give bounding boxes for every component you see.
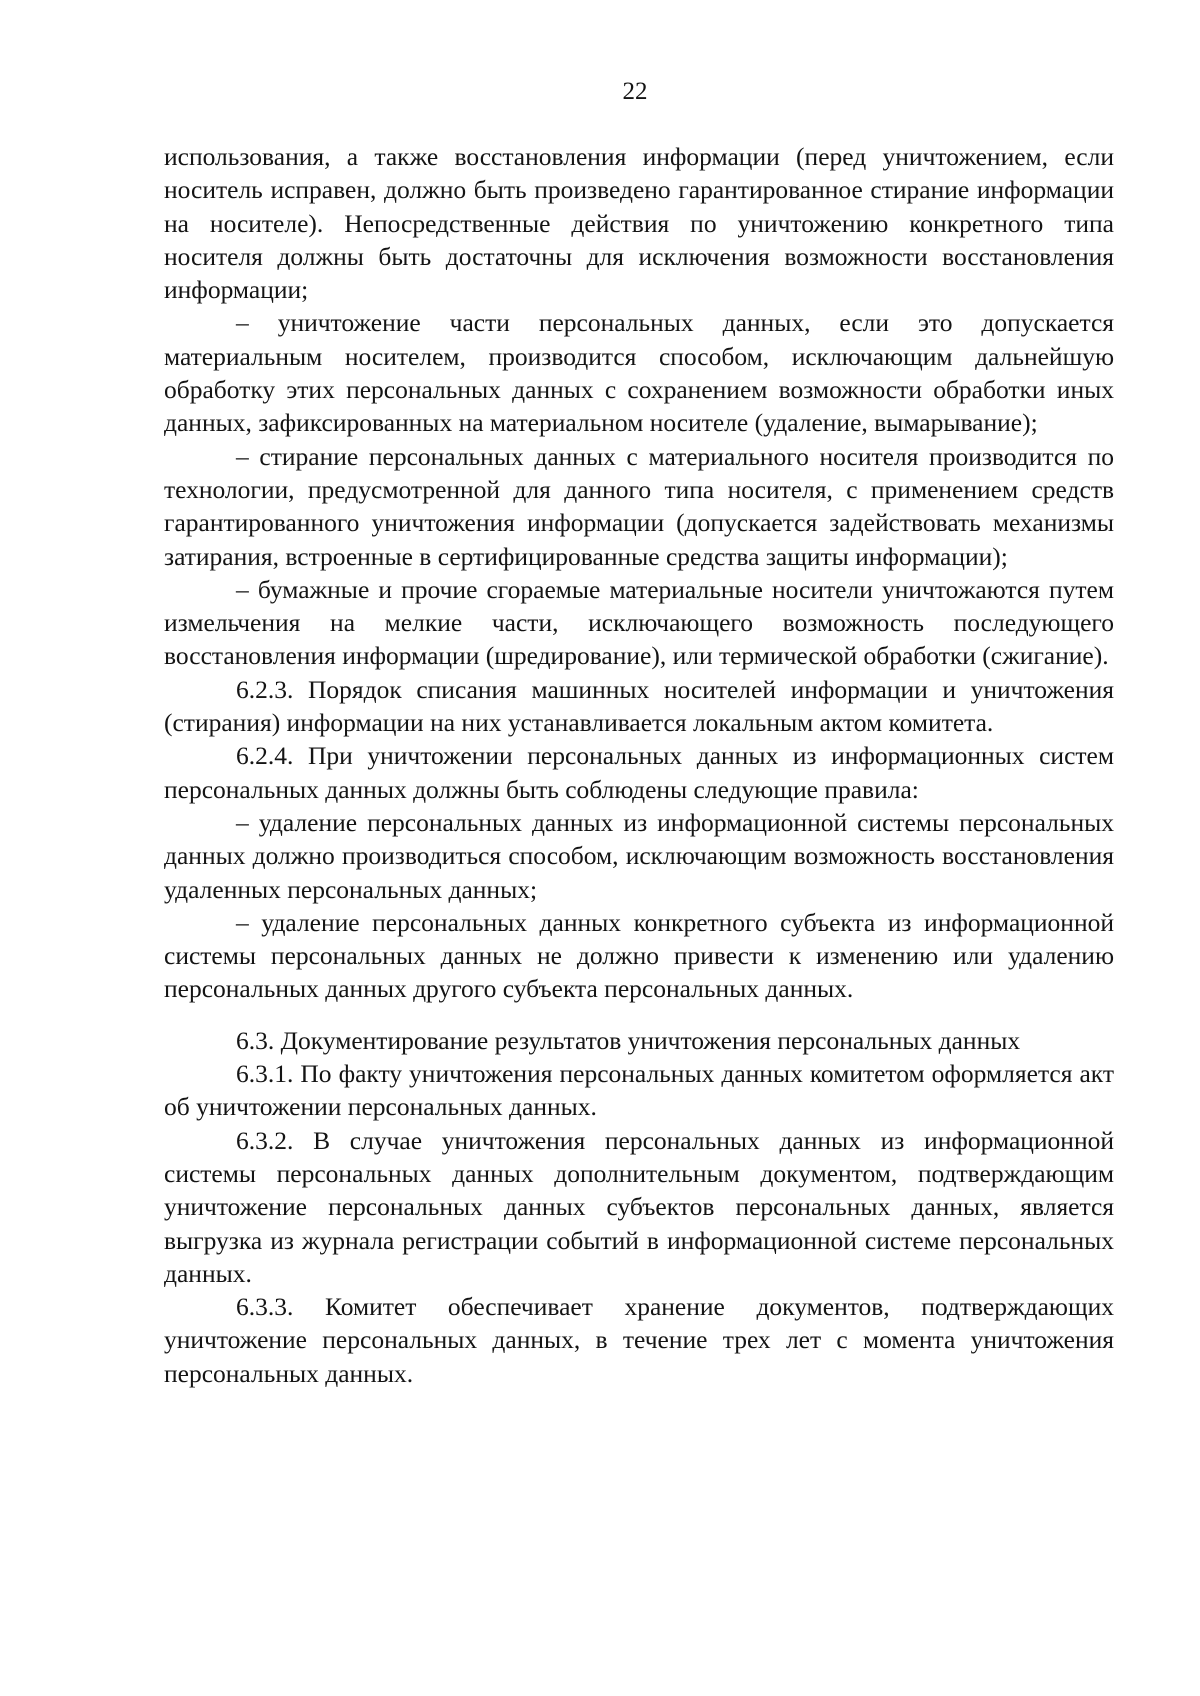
clause-6-2-4: 6.2.4. При уничтожении персональных данных из информационных систем персональных данных должны быть соблюдены следующие правила: (164, 741, 1114, 804)
list-item-subject-deletion: – удаление персональных данных конкретного субъекта из информационной системы персональных данных не должно привести к изменению или удалению персональных данных другого субъекта персональных данных. (164, 907, 1114, 1004)
clause-6-3-1: 6.3.1. По факту уничтожения персональных данных комитетом оформляется акт об уничтожении персональных данных. (164, 1059, 1114, 1122)
document-body (164, 140, 1114, 1390)
list-item-partial-destruction: – уничтожение части персональных данных, если это допускается материальным носителем, производится способом, исключающим дальнейшую обработку этих персональных данных с сохранением возможности обработки иных данных, зафиксированных на материальном носителе (удаление, вымарывание); (164, 308, 1114, 438)
list-item-is-deletion: – удаление персональных данных из информационной системы персональных данных должно производиться способом, исключающим возможность восстановления удаленных персональных данных; (164, 807, 1114, 904)
clause-6-3-2: 6.3.2. В случае уничтожения персональных данных из информационной системы персональных данных дополнительным документом, подтверждающим уничтожение персональных данных субъектов персональных данных, является выгрузка из журнала регистрации событий в информационной системе персональных данных. (164, 1125, 1114, 1288)
clause-6-3-3: 6.3.3. Комитет обеспечивает хранение документов, подтверждающих уничтожение персональных данных, в течение трех лет с момента уничтожения персональных данных. (164, 1292, 1114, 1388)
list-item-paper-destruction: – бумажные и прочие сгораемые материальные носители уничтожаются путем измельчения на мелкие части, исключающего возможность последующего восстановления информации (шредирование), или термической обработки (сжигание). (164, 574, 1114, 671)
clause-6-2-3: 6.2.3. Порядок списания машинных носителей информации и уничтожения (стирания) информации на них устанавливается локальным актом комитета. (164, 674, 1114, 738)
page-number: 22 (622, 78, 648, 105)
section-heading-6-3: 6.3. Документирование результатов уничтожения персональных данных (236, 1025, 1021, 1055)
list-item-erasure: – стирание персональных данных с материального носителя производится по технологии, предусмотренной для данного типа носителя, с применением средств гарантированного уничтожения информации (допускается задействовать механизмы затирания, встроенные в сертифицированные средства защиты информации); (164, 441, 1114, 571)
paragraph-continuation: использования, а также восстановления информации (перед уничтожением, если носитель исправен, должно быть произведено гарантированное стирание информации на носителе). Непосредственные действия по уничтожению конкретного типа носителя должны быть достаточны для исключения возможности восстановления информации; (164, 142, 1114, 305)
